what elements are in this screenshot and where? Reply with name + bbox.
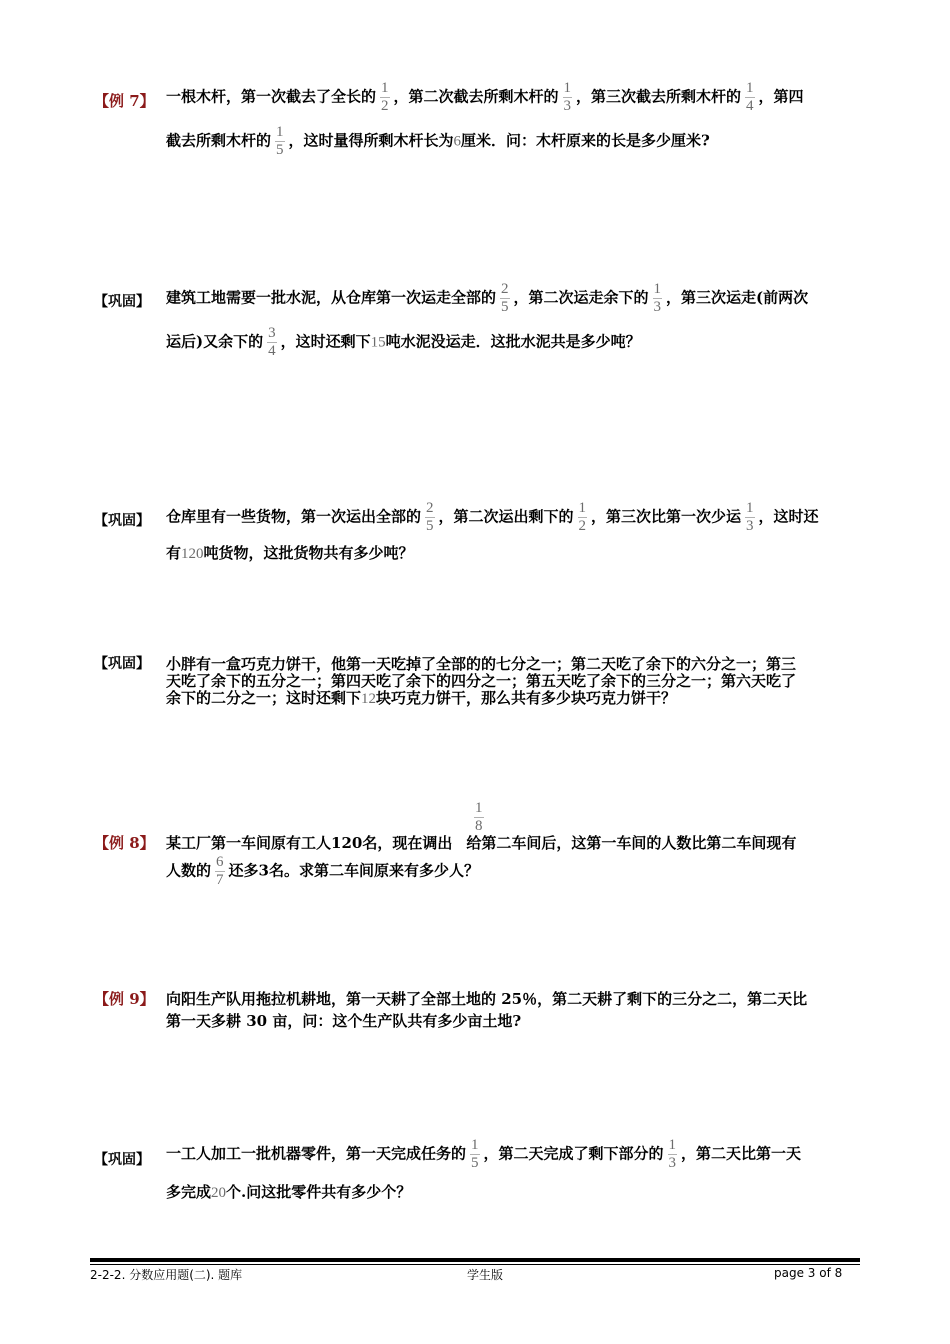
fraction: $\frac{1}{5}$ [276, 124, 284, 158]
problem-label: 【巩固】 [94, 513, 150, 529]
fraction: $\frac{6}{7}$ [216, 854, 224, 888]
fraction: $\frac{1}{3}$ [668, 1137, 677, 1171]
footer-title: 2-2-2. 分数应用题(二). 题库 [90, 1268, 243, 1282]
fraction: $\frac{3}{4}$ [268, 325, 276, 359]
problem-consolidation-1 [94, 281, 864, 381]
problem-line: 运后)又余下的 $\frac{3}{4}$ ，这时还剩下15吨水泥没运走．这批水泥共是多少吨？ [166, 325, 641, 359]
fraction: $\frac{1}{3}$ [653, 281, 662, 315]
problem-consolidation-3 [94, 656, 864, 716]
problem-example-9 [94, 988, 864, 1038]
problem-line: 一根木杆，第一次截去了全长的 $\frac{1}{2}$ ，第二次截去所剩木杆的 $\frac{1}{3}$ ，第三次截去所剩木杆的 $\frac{1}{4}$ ，第四 [166, 80, 804, 114]
fraction: $\frac{1}{3}$ [563, 80, 572, 114]
fraction: $\frac{1}{2}$ [381, 80, 389, 114]
fraction: $\frac{1}{4}$ [746, 80, 754, 114]
fraction: $\frac{1}{5}$ [471, 1137, 479, 1171]
problem-line: 向阳生产队用拖拉机耕地，第一天耕了全部土地的 25％，第二天耕了剩下的三分之二，第二天比 [166, 990, 808, 1008]
problem-line: 截去所剩木杆的 $\frac{1}{5}$ ，这时量得所剩木杆长为6厘米．问：木杆原来的长是多少厘米? [166, 124, 710, 158]
footer-page-number: page 3 of 8 [774, 1266, 843, 1280]
problem-line: 天吃了余下的五分之一；第四天吃了余下的四分之一；第五天吃了余下的三分之一；第六天吃了 [166, 672, 797, 690]
problem-label: 【例 8】 [94, 834, 155, 852]
problem-line: 建筑工地需要一批水泥，从仓库第一次运走全部的 $\frac{2}{5}$ ，第二次运走余下的 $\frac{1}{3}$ ，第三次运走(前两次 [166, 281, 809, 315]
problem-label: 【例 9】 [94, 990, 155, 1008]
problem-line: 人数的 $\frac{6}{7}$ 还多3名。求第二车间原来有多少人？ [166, 854, 479, 888]
problem-label: 【巩固】 [94, 1152, 150, 1168]
fraction: $\frac{1}{2}$ [578, 500, 587, 534]
footer-rule [90, 1258, 860, 1262]
problem-line: 余下的二分之一；这时还剩下12块巧克力饼干，那么共有多少块巧克力饼干？ [166, 689, 677, 707]
footer-edition: 学生版 [467, 1268, 504, 1282]
problem-example-8 [94, 800, 864, 900]
footer-rule-thin [90, 1264, 860, 1265]
problem-example-7 [94, 80, 864, 180]
problem-line: 有120吨货物，这批货物共有多少吨？ [166, 544, 414, 562]
problem-label: 【巩固】 [94, 656, 150, 672]
problem-label: 【例 7】 [94, 92, 155, 110]
problem-line: 多完成20个.问这批零件共有多少个？ [166, 1183, 412, 1201]
problem-line: 仓库里有一些货物，第一次运出全部的 $\frac{2}{5}$ ，第二次运出剩下的 $\frac{1}{2}$ ，第三次比第一次少运 $\frac{1}{3}$ ，这时还 [166, 500, 819, 534]
fraction: $\frac{1}{3}$ [746, 500, 754, 534]
fraction: $\frac{2}{5}$ [426, 500, 434, 534]
problem-consolidation-2 [94, 500, 864, 570]
problem-line: 某工厂第一车间原有工人120名，现在调出 给第二车间后，这第一车间的人数比第二车间现有 [166, 834, 797, 852]
problem-consolidation-4 [94, 1137, 864, 1217]
problem-label: 【巩固】 [94, 294, 150, 310]
fraction: $\frac{2}{5}$ [501, 281, 509, 315]
problem-line: 一工人加工一批机器零件，第一天完成任务的 $\frac{1}{5}$ ，第二天完成了剩下部分的 $\frac{1}{3}$ ，第二天比第一天 [166, 1137, 802, 1171]
fraction: 1 8 [475, 800, 483, 834]
problem-line: 小胖有一盒巧克力饼干，他第一天吃掉了全部的的七分之一；第二天吃了余下的六分之一；第三 [166, 655, 797, 673]
problem-line: 第一天多耕 30 亩，问：这个生产队共有多少亩土地? [166, 1012, 522, 1030]
